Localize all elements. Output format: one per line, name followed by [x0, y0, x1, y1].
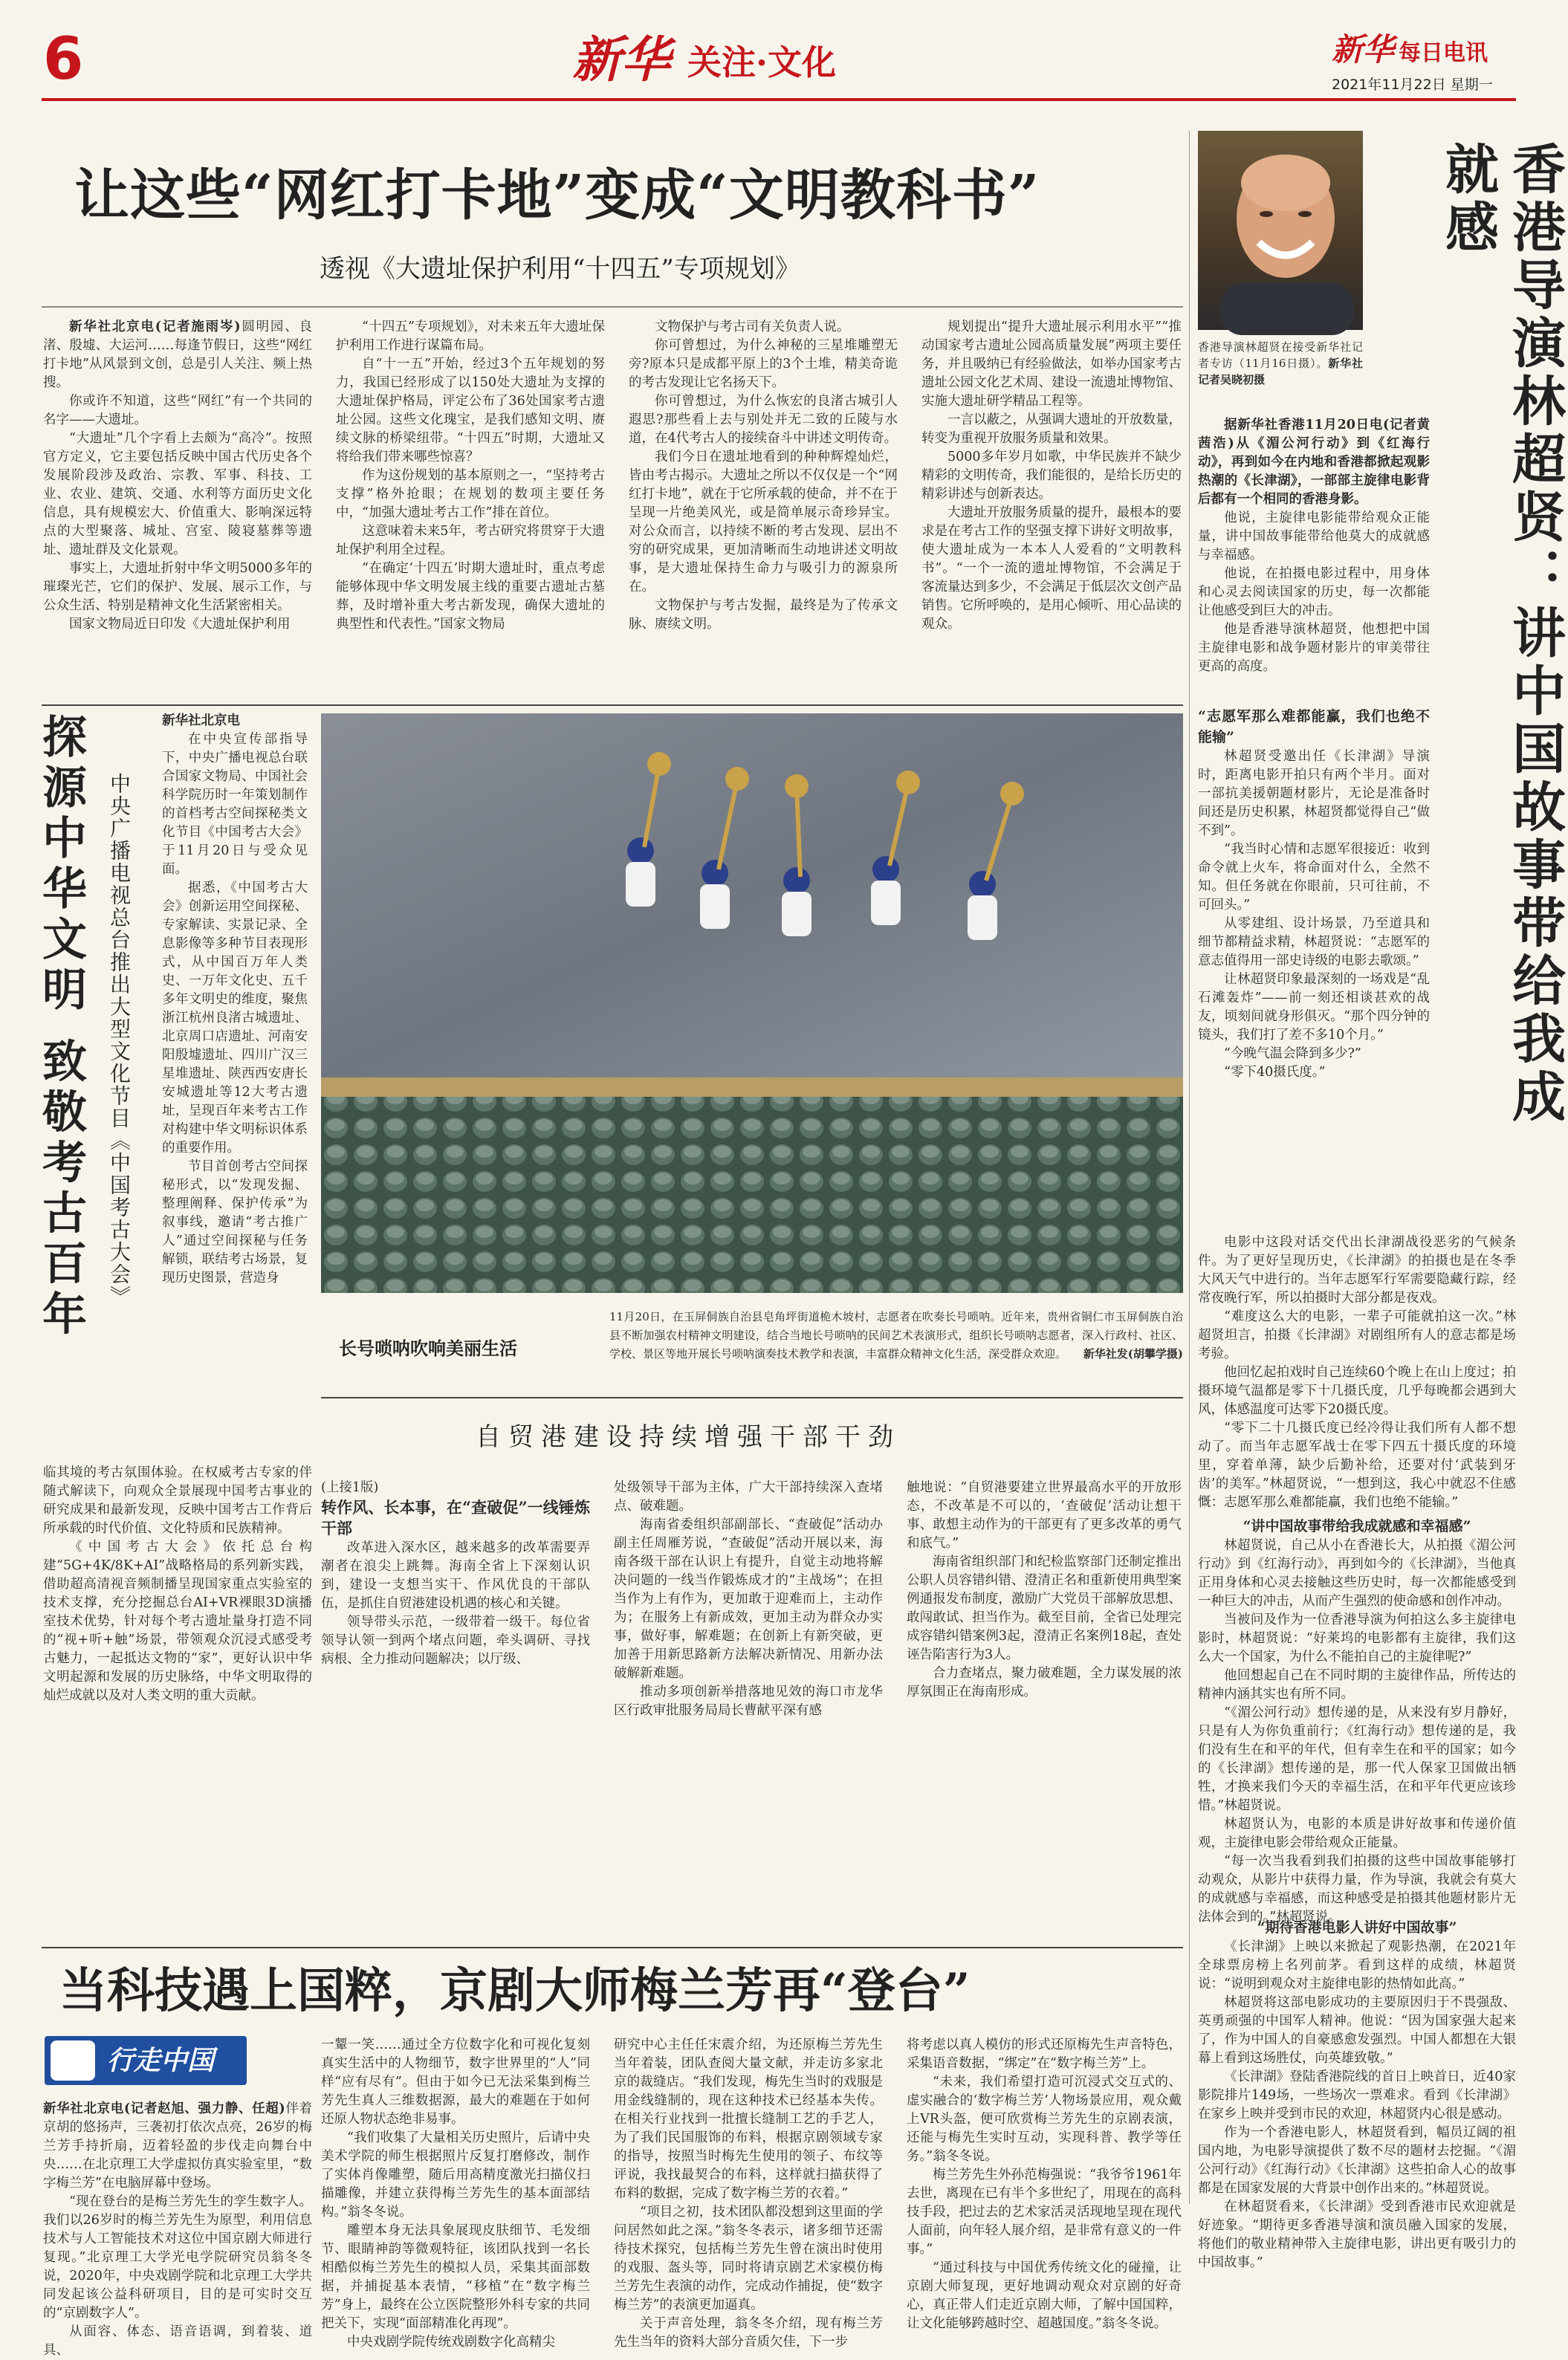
side-intro-p4: 他是香港导演林超贤，他想把中国主旋律电影和战争题材影片的审美带往更高的高度。: [1198, 622, 1430, 674]
side-intro: [1198, 416, 1430, 698]
article2-col1-p1: 在中央宣传部指导下，中央广播电视总台联合国家文物局、中国社会科学院历时一年策划制作的首档考古空间探秘类文化节目《中国考古大会》于11月20日与受众见面。: [162, 732, 308, 877]
side-body3-p4: 作为一个香港电影人，林超贤看到，幅员辽阔的祖国内地，为电影导演提供了数不尽的题材去挖掘。“《湄公河行动》《红海行动》《长津湖》这些拍命人心的故事都是在国家发展的大背景中创作出来的。”林超贤说。: [1198, 2125, 1516, 2196]
article2-headline: 探源中华文明 致敬考古百年: [35, 713, 87, 1341]
portrait-credit: 新华社记者吴晓初摄: [1198, 357, 1363, 386]
article1-col2-p4: 这意味着未来5年，考古研究将贯穿于大遗址保护利用全过程。: [336, 524, 605, 557]
article4-col4-p2: “未来，我们希望打造可沉浸式交互式的、虚实融合的‘数字梅兰芳’人物场景应用，观众戴上VR头盔，便可欣赏梅兰芳先生的京剧表演，还能与梅先生实时互动，实现科普、教学等任务。”翁冬冬说。: [907, 2075, 1182, 2164]
article1-rule-top: [42, 306, 1183, 308]
side-intro-p3: 他说，在拍摄电影过程中，用身体和心灵去阅读国家的历史，每一次都能让他感受到巨大的冲击。: [1198, 566, 1430, 618]
article1-col1-p2: 你或许不知道，这些“网红”有一个共同的名字——大遗址。: [43, 394, 312, 427]
side-divider: [1189, 131, 1190, 2204]
article4-col4-p3: 梅兰芳先生外孙范梅强说：“我爷爷1961年去世，离现在已有半个多世纪了，用现在的高科技手段，把过去的艺术家活灵活现地呈现在现代人面前，向年轻人展介绍，是非常有意义的一件事。”: [907, 2168, 1182, 2257]
article3-col2-p1: 处级领导干部为主体，广大干部持续深入查堵点、破难题。: [614, 1480, 883, 1514]
article1-col1-p4: 事实上，大遗址折射中华文明5000多年的璀璨光芒，它们的保护、发展、展示工作，与公众生活、特别是精神文化生活紧密相关。: [43, 561, 312, 613]
article1-rule-bottom: [42, 704, 1183, 706]
photo-caption: [609, 1308, 1183, 1364]
side-body2-p6: “每一次当我看到我们拍摄的这些中国故事能够打动观众，从影片中获得力量，作为导演，我就会有莫大的成就感与幸福感，而这种感受是拍摄其他题材影片无法体会到的。”林超贤说。: [1198, 1854, 1516, 1925]
side-intro-p2: 他说，主旋律电影能带给观众正能量，讲中国故事能带给他莫大的成就感与幸福感。: [1198, 510, 1430, 563]
side-body3: [1198, 1917, 1516, 2270]
article1-subhead: 透视《大遗址保护利用“十四五”专项规划》: [320, 254, 800, 284]
side-headline: 香港导演林超贤：讲中国故事带给我成就感: [1436, 141, 1567, 1126]
article3-col1: [321, 1479, 590, 1939]
article3-col2: [614, 1479, 883, 1939]
portrait-illustration: [1198, 131, 1363, 330]
article4-col3: [614, 2036, 883, 2350]
article4-col2-p4: 中央戏剧学院传统戏剧数字化高精尖: [347, 2335, 555, 2350]
issue-date: 2021年11月22日 星期一: [1332, 77, 1493, 93]
article1-col1-p1: 圆明园、良渚、殷墟、大运河……每逢节假日，这些“网红打卡地”从风景到文创，总是引人关注、频上热搜。: [43, 320, 312, 390]
side-body1-cont: [1198, 1234, 1516, 1512]
article4-col1-p3: 从面容、体态、语音语调，到着装、道具、: [43, 2324, 312, 2358]
article4-col1-p1: 伴着京胡的悠扬声，三袭初打依次点亮，26岁的梅兰芳手持折扇，迈着轻盈的步伐走向舞台中央……在北京理工大学虚拟仿真实验室里，“数字梅兰芳”在电脑屏幕中登场。: [43, 2101, 312, 2191]
side-body2-p2: 当被问及作为一位香港导演为何拍这么多主旋律电影时，林超贤说：“好莱坞的电影都有主旋律，我们这么大一个国家，为什么不能拍自己的主旋律呢?”: [1198, 1612, 1516, 1664]
article1-col3: [629, 318, 898, 701]
article4-col3-p3: 关于声音处理，翁冬冬介绍，现有梅兰芳先生当年的资料大部分音质欠佳，下一步: [614, 2316, 883, 2350]
masthead-logo: 新华: [572, 30, 670, 88]
side-body2: [1198, 1516, 1516, 1925]
article4-headline: 当科技遇上国粹，京剧大师梅兰芳再“登台”: [59, 1963, 971, 2019]
portrait-photo: [1198, 131, 1363, 330]
photo-credit: 新华社发(胡攀学摄): [1083, 1347, 1183, 1361]
article4-col2-p3: 雕塑本身无法具象展现皮肤细节、毛发细节、眼睛神韵等微观特征，该团队找到一名长相酷似梅兰芳先生的模拟人员，采集其面部数据，并捕捉基本表情，“移植”在“数字梅兰芳”身上，最终在公立医院整形外科专家的共同把关下，实现“面部精准化再现”。: [321, 2223, 590, 2331]
article1-col2-p2: 自“十一五”开始，经过3个五年规划的努力，我国已经形成了以150处大遗址为支撑的大遗址保护格局，评定公布了36处国家考古遗址公园。这些文化瑰宝，是我们感知文明、赓续文脉的桥梁纽带。“十四五”时期，大遗址又将给我们带来哪些惊喜？: [336, 357, 605, 464]
page-number: 6: [43, 26, 84, 93]
feature-photo-illustration: [321, 713, 1183, 1293]
masthead-rule: [42, 98, 1516, 101]
article3-col3-p1: 触地说：“自贸港要建立世界最高水平的开放形态，不改革是不可以的，‘查破促’活动让想干事、敢想主动作为的干部更有了更多改革的勇气和底气。”: [907, 1480, 1182, 1551]
article2-tail-p2: 《中国考古大会》依托总台构建“5G+4K/8K+AI”战略格局的系列新实践，借助超高清视音频制播呈现国家重点实验室的技术支撑，充分挖掘总台AI+VR裸眼3D演播室技术优势，针对每个考古遗址量身打造不同的“视+听+触”场景，带领观众沉浸式感受考古魅力，一起抵达文物的“家”，更好认识中华文明起源和发展的历史脉络，中华文明取得的灿烂成就以及对人类文明的重大贡献。: [43, 1540, 312, 1703]
side-intro-p1: 据新华社香港11月20日电(记者黄茜浩)从《湄公河行动》到《红海行动》，再到如今在内地和香港都掀起观影热潮的《长津湖》，一部部主旋律电影背后都有一个相同的香港身影。: [1198, 418, 1430, 507]
article4-col3-p2: “项目之初，技术团队都没想到这里面的学问居然如此之深。”翁冬冬表示，诸多细节还需待技术探究，包括梅兰芳先生曾在演出时使用的戏服、盔头等，同时将请京剧艺术家模仿梅兰芳先生表演的动作，完成动作捕捉，使“数字梅兰芳”的表演更加逼真。: [614, 2205, 883, 2312]
article2-col1: [162, 712, 308, 1455]
article1-col4-p3: 5000多年岁月如歌，中华民族并不缺少精彩的文明传奇，我们能很的，是给长历史的精彩讲述与创新表达。: [921, 450, 1182, 502]
article4-col4: [907, 2036, 1182, 2331]
side-sub3: “期待香港电影人讲好中国故事”: [1257, 1919, 1457, 1936]
article2-tail: [43, 1464, 312, 1947]
article3-col1-p1: 改革进入深水区，越来越多的改革需要弄潮者在浪尖上跳舞。海南全省上下深刻认识到，建设一支想当实干、作风优良的干部队伍，是抓住自贸港建设机遇的核心和关键。: [321, 1540, 590, 1611]
article2-col1-p3: 节目首创考古空间探秘形式，以“发现发掘、整理阐释、保护传承”为叙事线，邀请“考古推广人”通过空间探秘与任务解锁，联结考古场景，复现历史图景，营造身: [162, 1159, 308, 1286]
side-body1-p2: “我当时心情和志愿军很接近：收到命令就上火车，将命面对什么，全然不知。但任务就在你眼前，只可往前，不可回头。”: [1198, 842, 1430, 912]
article1-col4: [921, 318, 1182, 701]
side-body2-p4: “《湄公河行动》想传递的是，从来没有岁月静好，只是有人为你负重前行；《红海行动》想传递的是，我们没有生在和平的年代，但有幸生在和平的国家；如今的《长津湖》想传递的是，那一代人保家卫国做出牺牲，才换来我们今天的幸福生活，在和平年代更应该珍惜。”林超贤说。: [1198, 1705, 1516, 1813]
article3-continued: (上接1版): [321, 1480, 379, 1495]
side-body2-p5: 林超贤认为，电影的本质是讲好故事和传递价值观，主旋律电影会带给观众正能量。: [1198, 1817, 1516, 1850]
side-body3-p3: 《长津湖》登陆香港院线的首日上映首日，近40家影院排片149场，一些场次一票难求。看到《长津湖》在家乡上映并受到市民的欢迎，林超贤内心很是感动。: [1198, 2069, 1516, 2121]
article1-col1: [43, 318, 312, 701]
article1-col1-p3: “大遗址”几个字看上去颇为“高冷”。按照官方定义，它主要包括反映中国古代历史各个发展阶段涉及政治、宗教、军事、科技、工业、农业、建筑、交通、水利等方面历史文化信息，具有规模宏大、价值重大、影响深远特点的大型聚落、城址、宫室、陵寝墓葬等遗址、遗址群及文化景观。: [43, 431, 312, 557]
article3-headline: 自贸港建设持续增强干部干劲: [476, 1422, 901, 1452]
feature-photo: [321, 713, 1183, 1293]
camera-icon: [51, 2040, 95, 2081]
article2-byline: 新华社北京电: [162, 713, 240, 728]
side-body2-p3: 他回想起自己在不同时期的主旋律作品，所传达的精神内涵其实也有所不同。: [1198, 1668, 1516, 1702]
article3-col2-p3: 推动多项创新举措落地见效的海口市龙华区行政审批服务局局长曹献平深有感: [614, 1685, 883, 1718]
article1-col1-p5: 国家文物局近日印发《大遗址保护利用: [69, 617, 291, 632]
brand-logo: 新华: [1332, 31, 1395, 68]
side-sub2: “讲中国故事带给我成就感和幸福感”: [1243, 1518, 1471, 1534]
article1-col2-p3: 作为这份规划的基本原则之一，“坚持考古支撑”格外抢眼；在规划的数项主要任务中，“加强大遗址考古工作”排在首位。: [336, 468, 605, 520]
article3-col1-p2: 领导带头示范，一级带着一级干。每位省领导认领一到两个堵点问题，牵头调研、寻找病根、全力推动问题解决；以厅级、: [321, 1615, 590, 1667]
article4-col2-p1: 一颦一笑……通过全方位数字化和可视化复刻真实生活中的人物细节，数字世界里的“人”同样“应有尽有”。但由于如今已无法采集到梅兰芳先生真人三维数据源，最大的难题在于如何还原人物状态绝非易事。: [321, 2038, 590, 2127]
side-body3-p1: 《长津湖》上映以来掀起了观影热潮，在2021年全球票房榜上名列前茅。看到这样的成绩，林超贤说：“说明到观众对主旋律电影的热情如此高。”: [1198, 1939, 1516, 1991]
side-body1-p5: “今晚气温会降到多少?”: [1224, 1046, 1361, 1061]
article3-col3: [907, 1479, 1182, 1939]
article1-headline: 让这些“网红打卡地”变成“文明教科书”: [74, 163, 1040, 227]
side-body1-p3: 从零建组、设计场景，乃至道具和细节都精益求精，林超贤说：“志愿军的意志值得用一部史诗级的电影去歌颂。”: [1198, 916, 1430, 968]
side-sub1: “志愿军那么难都能赢，我们也绝不能输”: [1198, 708, 1430, 745]
photo-title: 长号唢呐吹响美丽生活: [339, 1338, 517, 1359]
article3-col3-p2: 海南省组织部门和纪检监察部门还制定推出公职人员容错纠错、澄清正名和重新使用典型案例通报发布制度，激励广大党员干部解放思想、敢闯敢试、担当作为。截至目前，全省已处理完成容错纠错案例3起，澄清正名案例18起，查处诬告陷害行为3人。: [907, 1555, 1182, 1662]
article1-col4-p4: 大遗址开放服务质量的提升，最根本的要求是在考古工作的坚强支撑下讲好文明故事，使大遗址成为一本本人人爱看的“文明教科书”。“一个一流的遗址博物馆，不会满足于客流量达到多少，不会满足于低层次文创产品销售。它所呼唤的，是用心倾听、用心品读的观众。: [921, 505, 1182, 632]
side-body2-p1: 林超贤说，自己从小在香港长大，从拍摄《湄公河行动》到《红海行动》，再到如今的《长津湖》，当他真正用身体和心灵去接触这些历史时，每一次都能感受到一种巨大的冲击，从而产生强烈的使命感和创作冲动。: [1198, 1538, 1516, 1609]
article1-col3-p1: 文物保护与考古司有关负责人说。: [655, 320, 850, 334]
article1-col2-p5: “在确定‘十四五’时期大遗址时，重点考虑能够体现中华文明发展主线的重要古遗址古墓葬，及时增补重大考古新发现，确保大遗址的典型性和代表性。”国家文物局: [336, 561, 605, 632]
article4-col1: [43, 2100, 312, 2358]
article2-subhead: 中央广播电视总台推出大型文化节目《中国考古大会》: [107, 773, 132, 1308]
article1-col2: [336, 318, 605, 701]
portrait-caption: [1198, 339, 1363, 388]
article4-col2: [321, 2036, 590, 2350]
article4-byline: 新华社北京电(记者赵旭、强力静、任超): [43, 2101, 285, 2116]
side-body1-p8: “难度这么大的电影，一辈子可能就拍这一次。”林超贤坦言，拍摄《长津湖》对剧组所有人的意志都是场考验。: [1198, 1309, 1516, 1361]
side-body3-p5: 在林超贤看来，《长津湖》受到香港市民欢迎就是好迹象。“期待更多香港导演和演员融入国家的发展，将他们的敬业精神带入主旋律电影，讲出更有吸引力的中国故事。”: [1198, 2199, 1516, 2270]
portrait-caption-text: 香港导演林超贤在接受新华社记者专访（11月16日摄）。: [1198, 340, 1363, 370]
article1-byline: 新华社北京电(记者施雨岑): [69, 320, 241, 334]
article4-col4-p4: “通过科技与中国优秀传统文化的碰撞，让京剧大师复现，更好地调动观众对京剧的好奇心，真正带人们走近京剧大师，了解中国国粹，让文化能够跨越时空、超越国度。”翁冬冬说。: [907, 2260, 1182, 2331]
photo-rule: [321, 1397, 1183, 1398]
article1-col2-p1: “十四五”专项规划》，对未来五年大遗址保护利用工作进行谋篇布局。: [336, 320, 605, 353]
side-body3-p2: 林超贤将这部电影成功的主要原因归于不畏强敌、英勇顽强的中国军人精神。他说：“因为国家强大起来了，作为中国人的自豪感愈发强烈。中国人都想在大银幕上看到这场胜仗，向英雄致敬。”: [1198, 1995, 1516, 2066]
article2-col1-p2: 据悉，《中国考古大会》创新运用空间探秘、专家解读、实景记录、全息影像等多种节目表现形式，从中国百万年人类史、一万年文化史、五千多年文明史的维度，聚焦浙江杭州良渚古城遗址、北京周口店遗址、河南安阳殷墟遗址、四川广汉三星堆遗址、陕西西安唐长安城遗址等12大考古遗址，呈现百年来考古工作对构建中华文明标识体系的重要作用。: [162, 881, 308, 1155]
side-body1-p10: “零下二十几摄氏度已经冷得让我们所有人都不想动了。而当年志愿军战士在零下四五十摄氏度的环境里，穿着单薄，缺少后勤补给，还要对付‘武装到牙齿’的美军。”林超贤说，“一想到这，我心中就忍不住感慨：志愿军那么难都能赢，我们也绝不能输。”: [1198, 1421, 1516, 1510]
brand-name: 每日电讯: [1399, 40, 1488, 66]
article4-col1-p2: “现在登台的是梅兰芳先生的孪生数字人。我们以26岁时的梅兰芳先生为原型，利用信息技术与人工智能技术对这位中国京剧大师进行复现。”北京理工大学光电学院研究员翁冬冬说，2020年，中央戏剧学院和北京理工大学共同发起该公益科研项目，目的是可实时交互的“京剧数字人”。: [43, 2194, 312, 2321]
side-body1-p1: 林超贤受邀出任《长津湖》导演时，距离电影开拍只有两个半月。面对一部抗美援朝题材影片，无论是准备时间还是历史积累，林超贤都觉得自己“做不到”。: [1198, 749, 1430, 838]
article4-col3-p1: 研究中心主任任宋震介绍，为还原梅兰芳先生当年着装，团队查阅大量文献，并走访多家北京的裁缝店。“我们发现，梅先生当时的戏服是用金线缝制的，现在这种技术已经基本失传。在相关行业找到一批擅长缝制工艺的手艺人，为了我们民国服饰的布料，根据京剧领域专家的指导，按照当时梅先生使用的领子、布纹等评说，我找最契合的布料，这样就扫描获得了布料的数据，完成了数字梅兰芳的衣着。”: [614, 2038, 883, 2201]
article1-col3-p2: 你可曾想过，为什么神秘的三星堆雕塑无旁?原本只是成都平原上的3个土堆，精美奇诡的考古发现让它名扬天下。: [629, 338, 898, 390]
article4-col4-p1: 将考虑以真人模仿的形式还原梅先生声音特色，采集语音数据，“绑定”在“数字梅兰芳”上。: [907, 2038, 1182, 2071]
article1-col4-p1: 规划提出“提升大遗址展示利用水平”“推动国家考古遗址公园高质量发展”两项主要任务，并且吸纳已有经验做法，如举办国家考古遗址公园文化艺术周、建设一流遗址博物馆、实施大遗址研学精品工程等。: [921, 320, 1182, 409]
article3-col3-p3: 合力查堵点，聚力破难题，全力谋发展的浓厚氛围正在海南形成。: [907, 1666, 1182, 1699]
article1-col3-p4: 我们今日在遗址地看到的种种辉煌灿烂，皆由考古揭示。大遗址之所以不仅仅是一个“网红打卡地”，就在于它所承载的使命，并不在于呈现一片绝美风光，或是简单展示奇珍异宝。对公众而言，以持续不断的考古发现、层出不穷的研究成果，更加清晰而生动地讲述文明故事，是大遗址保持生命力与吸引力的源泉所在。: [629, 450, 898, 594]
column-badge: [45, 2036, 247, 2085]
section-title: 关注·文化: [687, 42, 837, 82]
side-body1-p9: 他回忆起拍戏时自己连续60个晚上在山上度过；拍摄环境气温都是零下十几摄氏度，几乎每晚都会遇到大风，体感温度可达零下20摄氏度。: [1198, 1365, 1516, 1417]
article3-col2-p2: 海南省委组织部副部长、“查破促”活动办副主任周雁芳说，“查破促”活动开展以来，海南各级干部在认识上有提升，自觉主动地将解决问题的一线当作锻炼成才的“主战场”；在担当作为上有作为，更加敢于迎难而上，主动作为；在服务上有新成效，更加主动为群众办实事，做好事，解难题；在创新上有新突破，更加善于用新思路新方法解决新情况、用新办法破解新难题。: [614, 1517, 883, 1681]
side-body1-p4: 让林超贤印象最深刻的一场戏是“乱石滩轰炸”——前一刻还相谈甚欢的战友，顷刻间就身形俱灭。“那个四分钟的镜头，我们打了差不多10个月。”: [1198, 972, 1430, 1043]
side-body1-p6: “零下40摄氏度。”: [1224, 1065, 1326, 1080]
side-body1: [1198, 706, 1430, 1226]
article4-col2-p2: “我们收集了大量相关历史照片，后请中央美术学院的师生根据照片反复打磨修改，制作了实体肖像雕塑，随后用高精度激光扫描仪扫描雕像，并建立获得梅兰芳先生的基本面部结构。”翁冬冬说。: [321, 2130, 590, 2220]
column-badge-label: 行走中国: [107, 2045, 215, 2076]
article3-sub1: 转作风、长本事，在“查破促”一线锤炼干部: [321, 1498, 590, 1537]
article1-col3-p3: 你可曾想过，为什么恢宏的良渚古城引人遐思?那些看上去与别处并无二致的丘陵与水道，在4代考古人的接续奋斗中讲述文明传奇。: [629, 394, 898, 446]
side-body1-p7: 电影中这段对话交代出长津湖战役恶劣的气候条件。为了更好呈现历史，《长津湖》的拍摄也是在冬季大风天气中进行的。当年志愿军行军需要隐藏行踪，经常夜晚行军，所以拍摄时大部分都是夜戏。: [1198, 1235, 1516, 1306]
article3-rule-bottom: [42, 1947, 1183, 1948]
article1-col4-p2: 一言以蔽之，从强调大遗址的开放数量，转变为重视开放服务质量和效果。: [921, 412, 1182, 446]
article2-tail-p1: 临其境的考古氛围体验。在权威考古专家的伴随式解读下，向观众全景展现中国考古事业的研究成果和最新发现，反映中国考古工作背后所承载的时代价值、文化特质和民族精神。: [43, 1465, 312, 1536]
photo-caption-text: 11月20日，在玉屏侗族自治县皂角坪街道桅木坡村，志愿者在吹奏长号唢呐。近年来，贵州省铜仁市玉屏侗族自治县不断加强农村精神文明建设，结合当地长号唢呐的民间艺术表演形式，组织长号唢呐志愿者，深入行政村、社区、学校、景区等地开展长号唢呐演奏技术教学和表演，丰富群众精神文化生活，深受群众欢迎。: [609, 1310, 1183, 1361]
article1-col3-p5: 文物保护与考古发掘，最终是为了传承文脉、赓续文明。: [629, 598, 898, 632]
